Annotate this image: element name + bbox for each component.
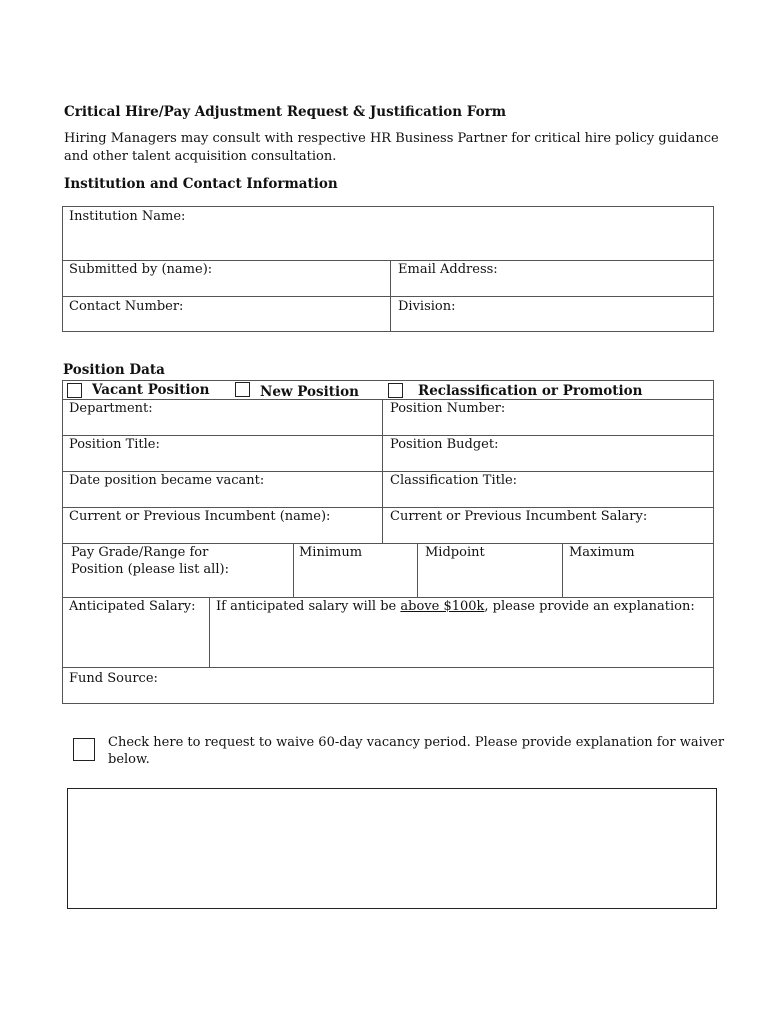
midpoint-field[interactable]: Midpoint — [425, 545, 485, 560]
waiver-checkbox[interactable] — [73, 738, 95, 761]
waiver-text-line-2: below. — [108, 752, 150, 767]
date-vacant-field[interactable]: Date position became vacant: — [69, 473, 265, 488]
position-table-border — [62, 380, 714, 704]
form-title: Critical Hire/Pay Adjustment Request & Justification Form — [64, 104, 506, 120]
position-title-field[interactable]: Position Title: — [69, 437, 160, 452]
reclassification-label: Reclassification or Promotion — [418, 383, 643, 399]
intro-line-1: Hiring Managers may consult with respective HR Business Partner for critical hire policy guidance — [64, 131, 719, 146]
classification-title-field[interactable]: Classification Title: — [390, 473, 518, 488]
incumbent-salary-field[interactable]: Current or Previous Incumbent Salary: — [390, 509, 648, 524]
submitted-by-field[interactable]: Submitted by (name): — [69, 262, 213, 277]
minimum-field[interactable]: Minimum — [299, 545, 363, 560]
new-position-label: New Position — [260, 384, 359, 400]
salary-threshold-text: above $100k — [400, 599, 485, 614]
department-field[interactable]: Department: — [69, 401, 153, 416]
division-field[interactable]: Division: — [398, 299, 456, 314]
reclassification-checkbox[interactable] — [388, 383, 403, 398]
incumbent-name-field[interactable]: Current or Previous Incumbent (name): — [69, 509, 331, 524]
pay-grade-line-2: Position (please list all): — [71, 562, 229, 577]
institution-section-heading: Institution and Contact Information — [64, 176, 338, 192]
new-position-checkbox[interactable] — [235, 382, 250, 397]
intro-line-2: and other talent acquisition consultation. — [64, 149, 337, 164]
maximum-field[interactable]: Maximum — [569, 545, 635, 560]
contact-number-field[interactable]: Contact Number: — [69, 299, 184, 314]
position-budget-field[interactable]: Position Budget: — [390, 437, 499, 452]
vacant-position-label: Vacant Position — [92, 382, 210, 398]
waiver-explanation-box[interactable] — [67, 788, 717, 909]
position-number-field[interactable]: Position Number: — [390, 401, 506, 416]
pay-grade-line-1: Pay Grade/Range for — [71, 545, 209, 560]
email-address-field[interactable]: Email Address: — [398, 262, 498, 277]
salary-explanation-field[interactable] — [216, 598, 695, 615]
vacant-position-checkbox[interactable] — [67, 383, 82, 398]
position-section-heading: Position Data — [63, 362, 165, 378]
anticipated-salary-field[interactable]: Anticipated Salary: — [69, 599, 196, 614]
institution-name-field[interactable]: Institution Name: — [69, 209, 186, 224]
waiver-text-line-1: Check here to request to waive 60-day vacancy period. Please provide explanation for waiver — [108, 735, 725, 750]
salary-explanation-suffix: , please provide an explanation: — [484, 599, 695, 614]
salary-explanation-prefix: If anticipated salary will be — [216, 599, 401, 614]
fund-source-field[interactable]: Fund Source: — [69, 671, 158, 686]
